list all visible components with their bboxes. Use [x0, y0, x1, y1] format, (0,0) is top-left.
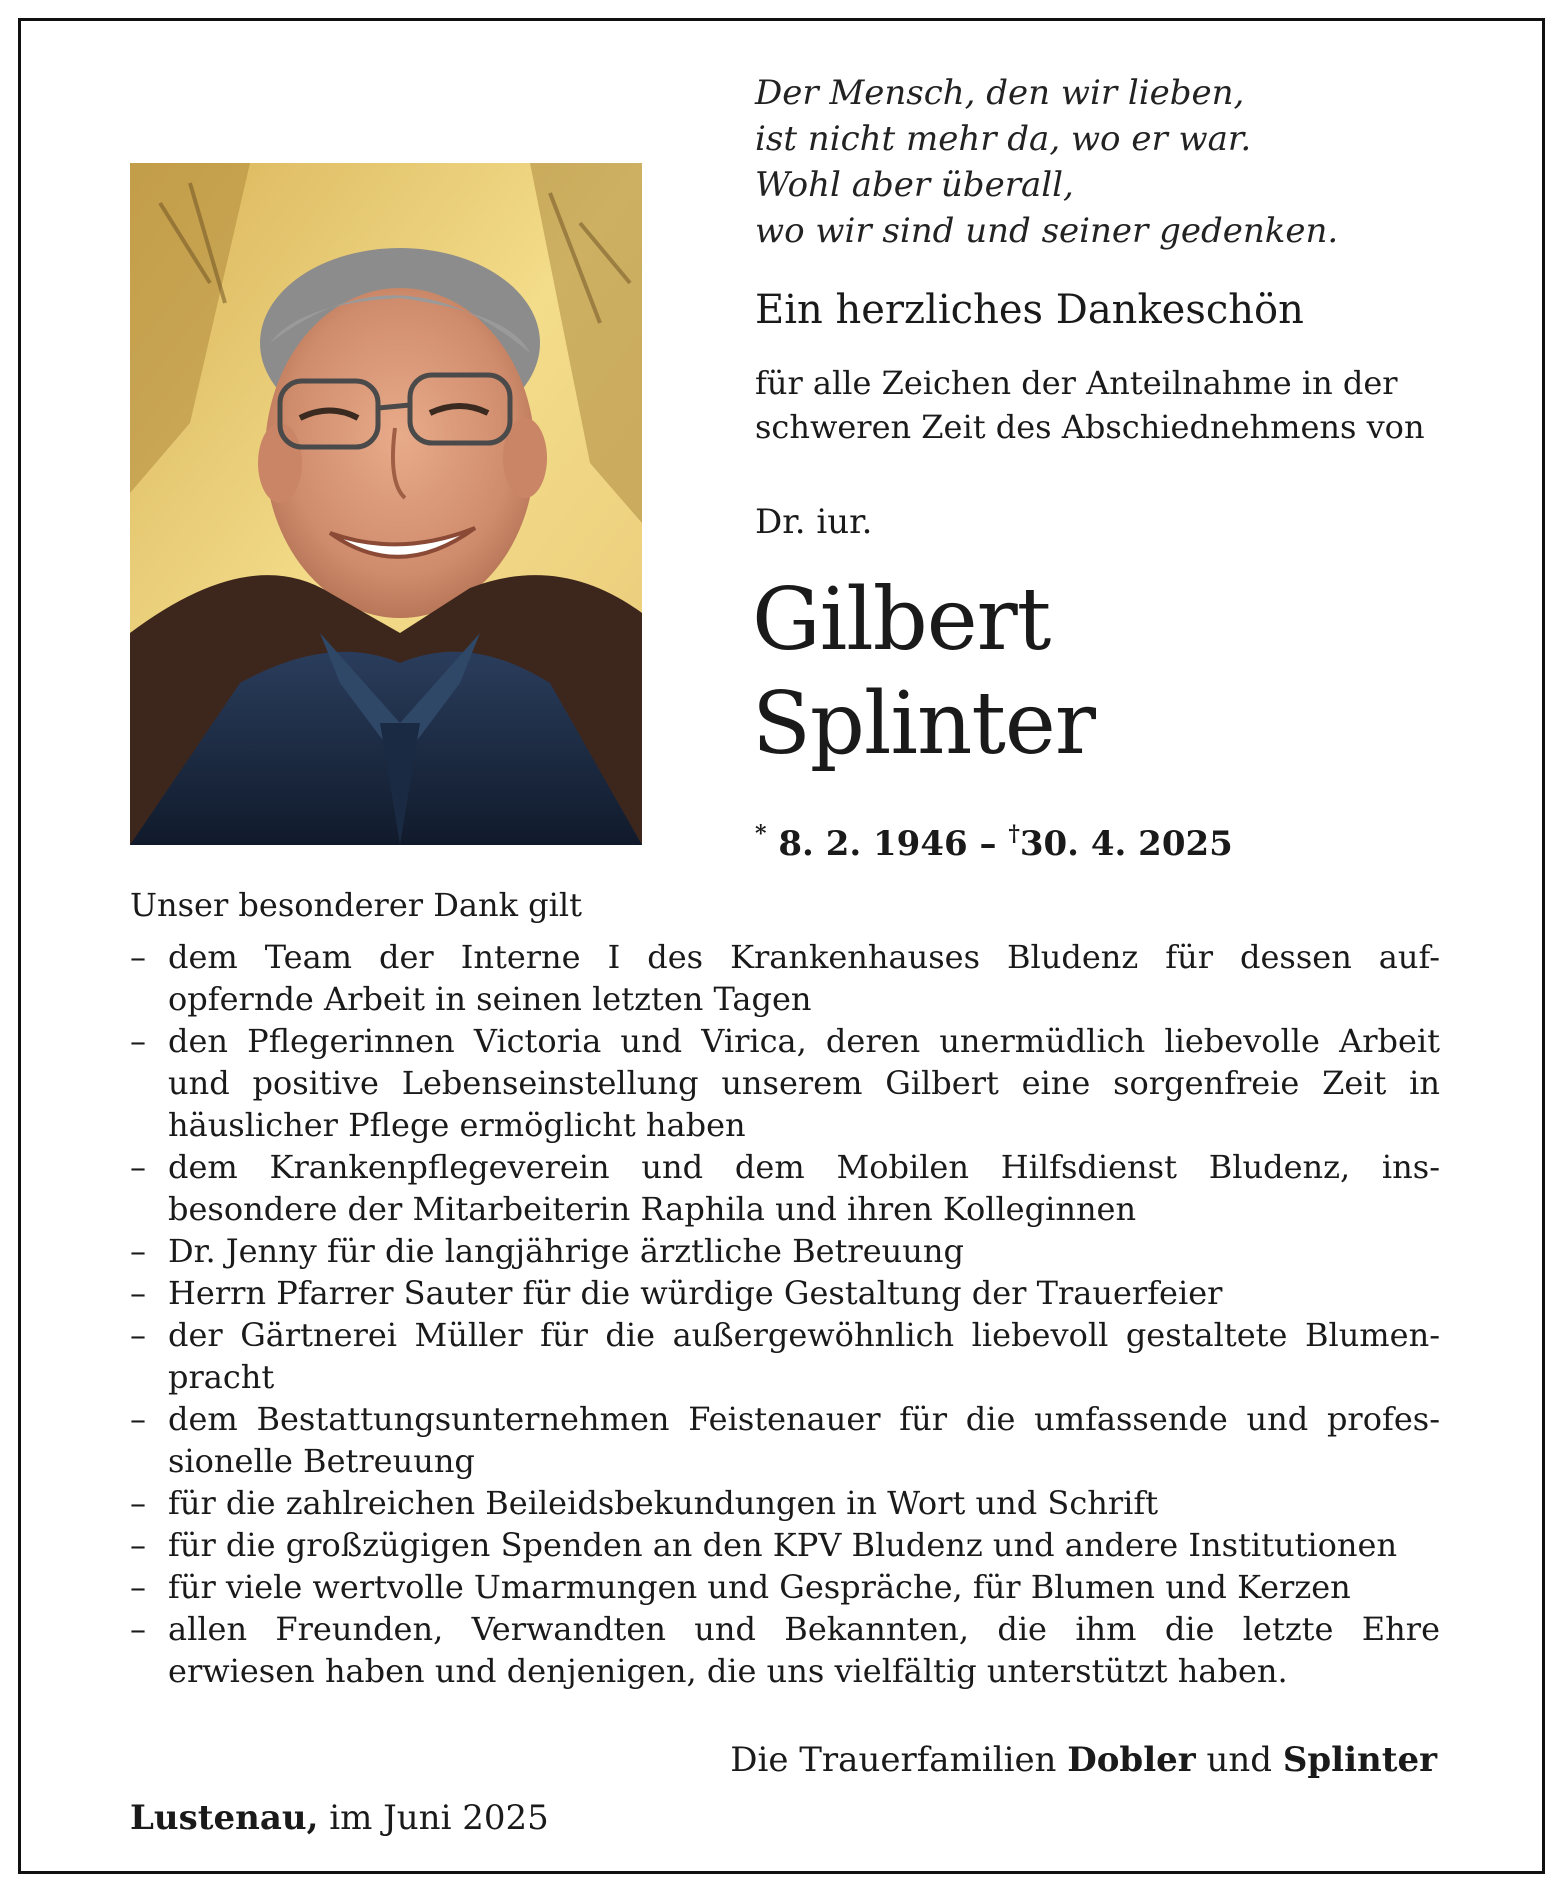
thanks-heading: Ein herzliches Dankeschön	[755, 287, 1304, 333]
quote-line: Wohl aber überall,	[755, 165, 1074, 205]
list-item-line: für die zahlreichen Beileidsbekundungen in Wort und Schrift	[168, 1484, 1159, 1522]
list-item-line: besondere der Mitarbeiterin Raphila und ihren Kolleginnen	[168, 1190, 1137, 1228]
dash-icon: –	[130, 1148, 146, 1186]
family-name-splinter: Splinter	[1282, 1740, 1437, 1780]
list-item-line: häuslicher Pflege ermöglicht haben	[168, 1106, 746, 1144]
first-name: Gilbert	[752, 570, 1051, 670]
list-item	[130, 1314, 1440, 1398]
list-item-line: und positive Lebenseinstellung unserem Gilbert eine sorgenfreie Zeit in	[168, 1064, 1440, 1102]
list-item-line: Dr. Jenny für die langjährige ärztliche Betreuung	[168, 1232, 964, 1270]
memorial-quote	[755, 70, 1515, 254]
place-city: Lustenau,	[130, 1798, 319, 1838]
dash-icon: –	[130, 1400, 146, 1438]
list-item	[130, 1230, 1440, 1272]
dash-icon: –	[130, 1526, 146, 1564]
thanks-intro	[755, 361, 1455, 449]
quote-line: Der Mensch, den wir lieben,	[755, 73, 1245, 113]
dash-icon: –	[130, 1232, 146, 1270]
list-item-line: pracht	[168, 1358, 275, 1396]
list-item-line: für die großzügigen Spenden an den KPV Bludenz und andere Institutionen	[168, 1526, 1398, 1564]
list-item	[130, 1146, 1440, 1230]
list-item	[130, 1020, 1440, 1146]
list-item-line: Herrn Pfarrer Sauter für die würdige Gestaltung der Trauerfeier	[168, 1274, 1223, 1312]
list-item	[130, 936, 1440, 1020]
signature-joiner: und	[1195, 1740, 1283, 1780]
thanks-intro-line: für alle Zeichen der Anteilnahme in der	[755, 364, 1398, 402]
academic-title: Dr. iur.	[755, 502, 873, 542]
list-item-line: sionelle Betreuung	[168, 1442, 475, 1480]
place-date: im Juni 2025	[318, 1798, 549, 1838]
list-item-line: für viele wertvolle Umarmungen und Gespräche, für Blumen und Kerzen	[168, 1568, 1351, 1606]
list-item	[130, 1272, 1440, 1314]
quote-line: wo wir sind und seiner gedenken.	[755, 211, 1339, 251]
portrait-photo	[130, 163, 642, 845]
family-name-dobler: Dobler	[1067, 1740, 1196, 1780]
deceased-name	[752, 568, 1095, 776]
list-item	[130, 1524, 1440, 1566]
dash-icon: –	[130, 1610, 146, 1648]
list-item-line: erwiesen haben und denjenigen, die uns vielfältig unterstützt haben.	[168, 1652, 1288, 1690]
last-name: Splinter	[752, 674, 1095, 774]
death-date: 30. 4. 2025	[1019, 824, 1233, 864]
place-and-date	[130, 1796, 549, 1840]
quote-line: ist nicht mehr da, wo er war.	[755, 119, 1252, 159]
dash-icon: –	[130, 1022, 146, 1060]
birth-date: 8. 2. 1946	[778, 824, 968, 864]
list-item-line: der Gärtnerei Müller für die außergewöhnlich liebevoll gestaltete Blumen-	[168, 1316, 1440, 1354]
list-item-line: dem Team der Interne I des Krankenhauses Bludenz für dessen auf-	[168, 938, 1440, 976]
signature-prefix: Die Trauerfamilien	[730, 1740, 1068, 1780]
list-intro: Unser besonderer Dank gilt	[130, 886, 582, 924]
date-separator: –	[967, 824, 1009, 864]
death-cross-icon: †	[1008, 821, 1020, 847]
list-item	[130, 1482, 1440, 1524]
list-item	[130, 1566, 1440, 1608]
list-item-line: dem Bestattungsunternehmen Feistenauer für die umfassende und profes-	[168, 1400, 1440, 1438]
dash-icon: –	[130, 1316, 146, 1354]
dash-icon: –	[130, 1484, 146, 1522]
family-signature	[730, 1738, 1437, 1782]
list-item	[130, 1398, 1440, 1482]
dash-icon: –	[130, 1274, 146, 1312]
dash-icon: –	[130, 938, 146, 976]
life-dates	[755, 812, 1233, 866]
list-item-line: allen Freunden, Verwandten und Bekannten, die ihm die letzte Ehre	[168, 1610, 1440, 1648]
thanks-intro-line: schweren Zeit des Abschiednehmens von	[755, 408, 1425, 446]
dash-icon: –	[130, 1568, 146, 1606]
list-item-line: opfernde Arbeit in seinen letzten Tagen	[168, 980, 812, 1018]
birth-star-icon: *	[755, 821, 767, 847]
list-item-line: dem Krankenpflegeverein und dem Mobilen Hilfsdienst Bludenz, ins-	[168, 1148, 1440, 1186]
list-item-line: den Pflegerinnen Victoria und Virica, deren unermüdlich liebevolle Arbeit	[168, 1022, 1440, 1060]
list-item	[130, 1608, 1440, 1692]
thanks-list	[130, 936, 1440, 1692]
